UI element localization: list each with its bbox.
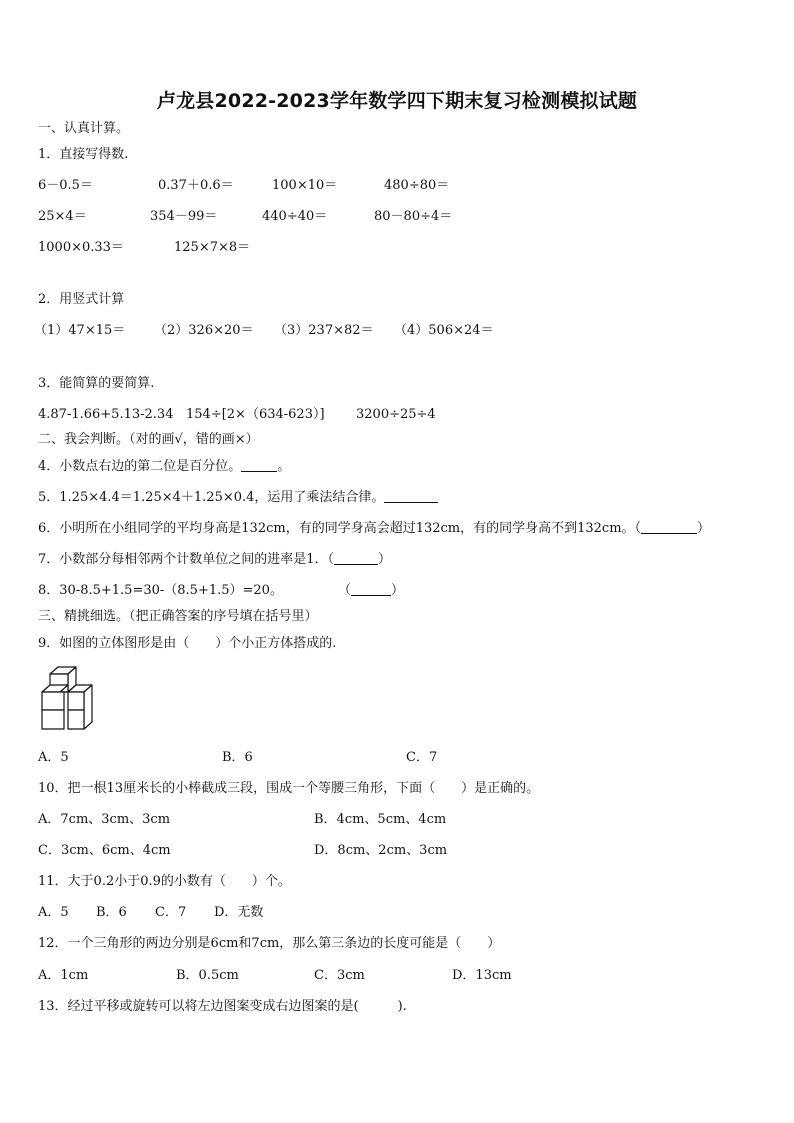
- section-3-heading: 三、精挑细选。（把正确答案的序号填在括号里）: [38, 609, 318, 624]
- q12-option: A．1cm: [38, 968, 89, 983]
- question-5: [38, 489, 438, 507]
- q11-option: B．6: [96, 905, 127, 920]
- question-6-end: ）: [697, 521, 711, 536]
- question-7-text: 7．小数部分每相邻两个计数单位之间的进率是1．（: [38, 552, 335, 567]
- question-4-end: 。: [277, 459, 291, 474]
- q1-item: 6－0.5＝: [38, 178, 93, 193]
- q2-item: （3）237×82＝: [274, 323, 374, 338]
- question-7-end: ）: [378, 552, 392, 567]
- question-3: 3．能简算的要简算.: [38, 376, 155, 391]
- question-13: 13．经过平移或旋转可以将左边图案变成右边图案的是( ).: [38, 999, 407, 1014]
- q1-item: 480÷80＝: [384, 178, 450, 193]
- question-4-text: 4．小数点右边的第二位是百分位。: [38, 459, 242, 474]
- q11-option: D．无数: [214, 905, 264, 920]
- question-11: 11．大于0.2小于0.9的小数有（ ）个。: [38, 874, 291, 889]
- q3-item: 154÷[2×（634-623）]: [186, 407, 325, 422]
- q1-item: 440÷40＝: [262, 209, 328, 224]
- section-2-heading: 二、我会判断。（对的画√，错的画×）: [38, 432, 259, 447]
- q3-item: 4.87-1.66+5.13-2.34: [38, 407, 174, 422]
- q10-option: B．4cm、5cm、4cm: [314, 812, 447, 827]
- answer-blank[interactable]: [334, 551, 378, 565]
- q11-option: A．5: [38, 905, 69, 920]
- q2-item: （2）326×20＝: [154, 323, 254, 338]
- cube-stack-figure: [38, 664, 94, 736]
- q1-item: 1000×0.33＝: [38, 240, 124, 255]
- question-8-end: ）: [391, 583, 405, 598]
- answer-blank[interactable]: [241, 458, 277, 472]
- question-6-text: 6．小明所在小组同学的平均身高是132cm，有的同学身高会超过132cm，有的同学身高不到132cm。（: [38, 521, 642, 536]
- question-12: 12．一个三角形的两边分别是6cm和7cm，那么第三条边的长度可能是（ ）: [38, 936, 501, 951]
- q2-item: （4）506×24＝: [394, 323, 494, 338]
- question-5-text: 5．1.25×4.4＝1.25×4＋1.25×0.4，运用了乘法结合律。: [38, 490, 385, 505]
- page-title: 卢龙县2022-2023学年数学四下期末复习检测模拟试题: [156, 90, 638, 112]
- question-9: 9．如图的立体图形是由（ ）个小正方体搭成的.: [38, 636, 337, 651]
- question-10: 10．把一根13厘米长的小棒截成三段，围成一个等腰三角形，下面（ ）是正确的。: [38, 781, 540, 796]
- q10-option: C．3cm、6cm、4cm: [38, 843, 171, 858]
- question-8-answer: [338, 582, 404, 600]
- q9-option: A．5: [38, 750, 69, 765]
- question-8-open: （: [338, 583, 352, 598]
- answer-blank[interactable]: [351, 582, 391, 596]
- q1-item: 80－80÷4＝: [374, 209, 453, 224]
- answer-blank[interactable]: [384, 489, 438, 503]
- q9-option: B．6: [222, 750, 253, 765]
- q1-item: 354－99＝: [150, 209, 218, 224]
- question-1: 1．直接写得数.: [38, 147, 129, 162]
- q1-item: 0.37＋0.6＝: [158, 178, 234, 193]
- question-8-text: 8．30-8.5+1.5=30-（8.5+1.5）=20。: [38, 583, 283, 598]
- q1-item: 25×4＝: [38, 209, 87, 224]
- q2-item: （1）47×15＝: [34, 323, 126, 338]
- q9-option: C．7: [406, 750, 438, 765]
- question-7: [38, 551, 391, 569]
- question-6: [38, 520, 710, 538]
- q10-option: A．7cm、3cm、3cm: [38, 812, 171, 827]
- q1-item: 100×10＝: [272, 178, 338, 193]
- q10-option: D．8cm、2cm、3cm: [314, 843, 448, 858]
- q12-option: C．3cm: [314, 968, 365, 983]
- q12-option: D．13cm: [452, 968, 512, 983]
- q3-item: 3200÷25÷4: [356, 407, 436, 422]
- answer-blank[interactable]: [641, 520, 697, 534]
- question-4: [38, 458, 290, 476]
- q11-option: C．7: [155, 905, 187, 920]
- q12-option: B．0.5cm: [176, 968, 239, 983]
- question-8: [38, 582, 283, 600]
- q1-item: 125×7×8＝: [174, 240, 251, 255]
- section-1-heading: 一、认真计算。: [38, 121, 130, 136]
- question-2: 2．用竖式计算: [38, 292, 125, 307]
